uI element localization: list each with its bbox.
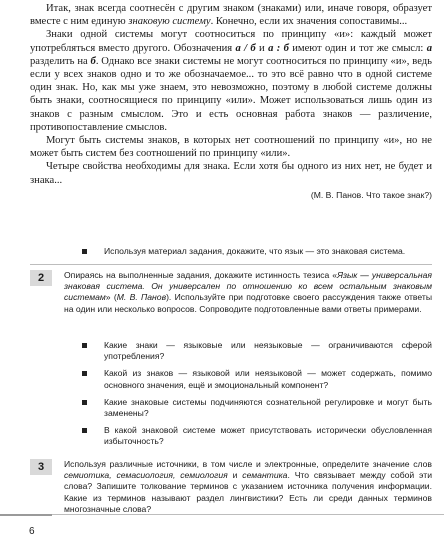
task-3 [30,459,432,514]
footer-rule [52,514,444,515]
page-number: 6 [29,526,35,537]
task-2-intro: Опираясь на выполненные задания, докажите истинность тезиса «Язык — универсальная знаковая система. Он универсален по отношению ко всем остальным знаковым системам» (М. В. Панов). Используйте при подготовке своего рассуждения также ответы на один или несколько вопросов. Сопроводите подготовленные вами ответы примерами. [64,270,432,314]
list-item: Какие знаки — языковые или неязыковые — ограничиваются сферой употребления? [80,340,432,362]
bullet-square-icon [82,343,87,348]
passage-source: (М. В. Панов. Что такое знак?) [310,189,432,200]
bullet-square-icon [82,249,87,254]
list-item: Какие знаковые системы подчиняются сознательной регулировке и могут быть заменены? [80,397,432,419]
passage-paragraph-4: Четыре свойства необходимы для знака. Если хотя бы одного из них нет, не будет и знака... [30,161,432,186]
passage-paragraph-2: Знаки одной системы могут соотноситься по принципу «и»: каждый может употребляться вместо другого. Обозначения a / б и a : б имеют один и тот же смысл: a разделить на б. Однако все знаки системы не могут соотноситься по принципу «и», ведь если у всех знаков одно и то же обозначаемое... то это всё равно что в одной системе один знак. Но, как мы уже знаем, это невозможно, поэтому в любой системе должны быть знаки, соотносящиеся по принципу «или». Может использоваться лишь один из знаков с разным смыслом. Это и есть основная работа знаков — различение, противопоставление смыслов. [30,29,433,133]
list-item: Какой из знаков — языковой или неязыковой — может содержать, помимо основного значения, ещё и эмоциональный компонент? [80,368,432,390]
task-number: 2 [30,270,52,286]
divider [30,264,432,265]
passage-paragraph-3: Могут быть системы знаков, в которых нет соотношений по принципу «и», но не может быть систем без соотношений по принципу «или». [30,135,432,160]
bullet-square-icon [82,428,87,433]
footer-bar [0,514,52,516]
bullet-square-icon [82,400,87,405]
task-3-body: Используя различные источники, в том числе и электронные, определите значение слов семиотика, семасиология, семиология и семантика. Что связывает между собой эти слова? Запишите толкование терминов с указанием источника получения информации. Какие из терминов называют раздел лингвистики? Есть ли среди данных терминов многозначные слова? [64,459,432,514]
task-number: 3 [30,459,52,475]
list-item: В какой знаковой системе может присутствовать исторически обусловленная избыточность? [80,425,432,447]
task-1-text: Используя материал задания, докажите, что язык — это знаковая система. [104,246,406,256]
passage-paragraph-1: Итак, знак всегда соотнесён с другим знаком (знаками) или, иначе говоря, образует вместе с ним единую знаковую систему. Конечно, если их значения сопоставимы... [30,3,432,28]
reading-passage [30,2,432,202]
task-1-question [30,244,432,260]
bullet-square-icon [82,371,87,376]
task-2-body [64,270,432,315]
task-2-question-list [80,340,432,448]
